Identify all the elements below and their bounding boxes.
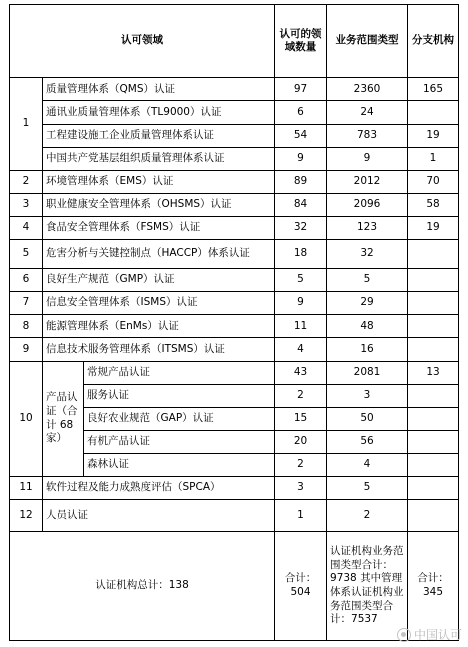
- count-cell: 6: [275, 101, 327, 124]
- scope-cell: 123: [327, 216, 408, 239]
- count-cell: 5: [275, 269, 327, 292]
- row-number: 11: [10, 476, 43, 499]
- header-branch: 分支机构: [408, 5, 459, 78]
- table-row: [10, 240, 459, 269]
- scope-cell: 2: [327, 500, 408, 532]
- field-name: 森林认证: [84, 453, 275, 476]
- scope-cell: 4: [327, 453, 408, 476]
- scope-cell: 3: [327, 384, 408, 407]
- table-row: [10, 170, 459, 193]
- field-name: 服务认证: [84, 384, 275, 407]
- count-cell: 18: [275, 240, 327, 269]
- scope-cell: 2012: [327, 170, 408, 193]
- table-row: [10, 193, 459, 216]
- count-cell: 97: [275, 78, 327, 101]
- row-number: 7: [10, 292, 43, 315]
- watermark-text: 中国认可: [413, 628, 462, 642]
- branch-cell: 70: [408, 170, 459, 193]
- field-name: 环境管理体系（EMS）认证: [43, 170, 275, 193]
- header-scope: 业务范围类型: [327, 5, 408, 78]
- scope-cell: 50: [327, 407, 408, 430]
- table-row: [10, 500, 459, 532]
- field-name: 工程建设施工企业质量管理体系认证: [43, 124, 275, 147]
- branch-cell: 19: [408, 216, 459, 239]
- branch-cell: [408, 101, 459, 124]
- field-name: 软件过程及能力成熟度评估（SPCA）: [43, 476, 275, 499]
- scope-cell: 9: [327, 147, 408, 170]
- branch-cell: [408, 476, 459, 499]
- field-name: 食品安全管理体系（FSMS）认证: [43, 216, 275, 239]
- branch-cell: [408, 315, 459, 338]
- row-number: 5: [10, 240, 43, 269]
- count-cell: 20: [275, 430, 327, 453]
- scope-cell: 29: [327, 292, 408, 315]
- count-cell: 89: [275, 170, 327, 193]
- count-cell: 9: [275, 292, 327, 315]
- header-count: 认可的领域数量: [275, 5, 327, 78]
- branch-cell: [408, 384, 459, 407]
- count-cell: 2: [275, 453, 327, 476]
- field-name: 中国共产党基层组织质量管理体系认证: [43, 147, 275, 170]
- table-row: [10, 124, 459, 147]
- count-cell: 9: [275, 147, 327, 170]
- table-row: [10, 476, 459, 499]
- branch-cell: [408, 407, 459, 430]
- row-number: 1: [10, 78, 43, 170]
- summary-row: [10, 532, 459, 641]
- branch-cell: 165: [408, 78, 459, 101]
- table-row: [10, 147, 459, 170]
- count-cell: 2: [275, 384, 327, 407]
- scope-cell: 24: [327, 101, 408, 124]
- wechat-logo-icon: [397, 628, 411, 642]
- table-row: [10, 292, 459, 315]
- branch-cell: [408, 500, 459, 532]
- scope-cell: 2081: [327, 361, 408, 384]
- scope-cell: 32: [327, 240, 408, 269]
- scope-cell: 5: [327, 269, 408, 292]
- branch-cell: [408, 430, 459, 453]
- branch-cell: [408, 338, 459, 361]
- field-name: 良好农业规范（GAP）认证: [84, 407, 275, 430]
- field-name: 有机产品认证: [84, 430, 275, 453]
- count-cell: 84: [275, 193, 327, 216]
- count-cell: 32: [275, 216, 327, 239]
- table-row: [10, 269, 459, 292]
- field-name: 能源管理体系（EnMs）认证: [43, 315, 275, 338]
- field-name: 质量管理体系（QMS）认证: [43, 78, 275, 101]
- scope-cell: 2096: [327, 193, 408, 216]
- scope-cell: 783: [327, 124, 408, 147]
- certification-table: [9, 4, 459, 641]
- row-number: 9: [10, 338, 43, 361]
- count-cell: 15: [275, 407, 327, 430]
- table-row: [10, 101, 459, 124]
- table-row: [10, 315, 459, 338]
- scope-cell: 56: [327, 430, 408, 453]
- row-number: 6: [10, 269, 43, 292]
- row-number: 10: [10, 361, 43, 476]
- branch-cell: 58: [408, 193, 459, 216]
- count-cell: 1: [275, 500, 327, 532]
- field-name: 通讯业质量管理体系（TL9000）认证: [43, 101, 275, 124]
- field-name: 人员认证: [43, 500, 275, 532]
- branch-cell: [408, 292, 459, 315]
- count-total: 合计：504: [275, 532, 327, 641]
- row-number: 8: [10, 315, 43, 338]
- scope-cell: 5: [327, 476, 408, 499]
- count-cell: 11: [275, 315, 327, 338]
- row-number: 4: [10, 216, 43, 239]
- count-cell: 4: [275, 338, 327, 361]
- scope-total: 认证机构业务范围类型合计：9738 其中管理体系认证机构业务范围类型合计：7537: [327, 532, 408, 641]
- scope-cell: 48: [327, 315, 408, 338]
- row-number: 12: [10, 500, 43, 532]
- header-field: 认可领域: [10, 5, 275, 78]
- scope-cell: 2360: [327, 78, 408, 101]
- header-row: [10, 5, 459, 78]
- branch-cell: 13: [408, 361, 459, 384]
- table-row: [10, 361, 459, 384]
- total-label: 认证机构总计：138: [10, 532, 275, 641]
- branch-cell: [408, 269, 459, 292]
- table-row: [10, 338, 459, 361]
- branch-cell: [408, 453, 459, 476]
- field-name: 良好生产规范（GMP）认证: [43, 269, 275, 292]
- field-name: 职业健康安全管理体系（OHSMS）认证: [43, 193, 275, 216]
- field-name: 危害分析与关键控制点（HACCP）体系认证: [43, 240, 275, 269]
- table-row: [10, 78, 459, 101]
- branch-total: 合计：345: [408, 532, 459, 641]
- branch-cell: 19: [408, 124, 459, 147]
- field-name: 信息安全管理体系（ISMS）认证: [43, 292, 275, 315]
- count-cell: 3: [275, 476, 327, 499]
- watermark: [397, 626, 462, 643]
- row-number: 2: [10, 170, 43, 193]
- table-row: [10, 216, 459, 239]
- group-label: 产品认证（合计 68家）: [43, 361, 84, 476]
- field-name: 信息技术服务管理体系（ITSMS）认证: [43, 338, 275, 361]
- row-number: 3: [10, 193, 43, 216]
- branch-cell: 1: [408, 147, 459, 170]
- count-cell: 43: [275, 361, 327, 384]
- branch-cell: [408, 240, 459, 269]
- count-cell: 54: [275, 124, 327, 147]
- field-name: 常规产品认证: [84, 361, 275, 384]
- scope-cell: 16: [327, 338, 408, 361]
